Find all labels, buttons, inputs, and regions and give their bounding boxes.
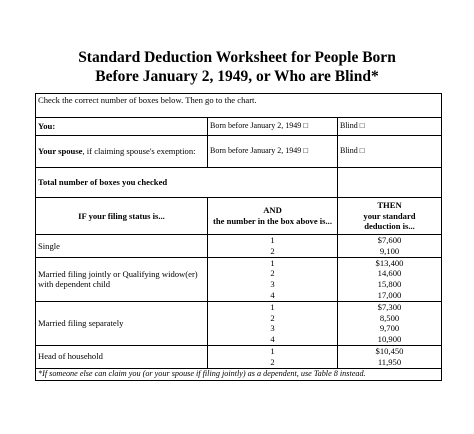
status-label: Head of household bbox=[36, 345, 208, 368]
header-number bbox=[208, 198, 338, 235]
header-deduction-line1: THEN bbox=[377, 200, 402, 211]
deduction-amount: 11,950 bbox=[377, 356, 402, 367]
deduction-amount: 17,000 bbox=[377, 289, 402, 300]
box-number: 1 bbox=[270, 345, 275, 356]
spouse-label-bold: Your spouse bbox=[38, 146, 83, 157]
you-born-before-checkbox[interactable]: Born before January 2, 1949 □ bbox=[208, 118, 338, 136]
box-number: 2 bbox=[270, 312, 275, 323]
worksheet-title-line1: Standard Deduction Worksheet for People Born bbox=[78, 49, 396, 66]
status-label: Married filing jointly or Qualifying widow(er) with dependent child bbox=[36, 257, 208, 301]
deduction-worksheet-table bbox=[35, 93, 442, 381]
deduction-amounts bbox=[338, 257, 442, 301]
footnote: *If someone else can claim you (or your spouse if filing jointly) as a dependent, use Table 8 instead. bbox=[36, 368, 442, 380]
status-row-married-separately bbox=[36, 301, 442, 345]
box-number: 3 bbox=[270, 323, 275, 334]
header-deduction-line3: deduction is... bbox=[364, 221, 415, 232]
box-numbers bbox=[208, 235, 338, 258]
header-number-line1: AND bbox=[263, 205, 282, 216]
box-number: 2 bbox=[270, 356, 275, 367]
deduction-amount: 14,600 bbox=[377, 268, 402, 279]
spouse-blind-checkbox[interactable]: Blind □ bbox=[338, 136, 442, 168]
total-boxes-field[interactable] bbox=[338, 168, 442, 198]
deduction-amount: $7,600 bbox=[377, 235, 402, 245]
deduction-amount: 10,900 bbox=[377, 334, 402, 345]
deduction-amount: $10,450 bbox=[375, 345, 404, 356]
you-blind-checkbox[interactable]: Blind □ bbox=[338, 118, 442, 136]
deduction-amount: 9,700 bbox=[379, 323, 400, 334]
box-number: 4 bbox=[270, 289, 275, 300]
box-number: 3 bbox=[270, 279, 275, 290]
worksheet-title-line2: Before January 2, 1949, or Who are Blind* bbox=[95, 68, 379, 85]
box-numbers bbox=[208, 301, 338, 345]
box-numbers bbox=[208, 345, 338, 368]
total-boxes-label: Total number of boxes you checked bbox=[36, 168, 338, 198]
deduction-amount: 8,500 bbox=[379, 312, 400, 323]
box-number: 2 bbox=[270, 245, 275, 256]
deduction-amount: $13,400 bbox=[375, 257, 404, 268]
box-number: 1 bbox=[270, 301, 275, 312]
instruction-text: Check the correct number of boxes below. Then go to the chart. bbox=[36, 94, 442, 118]
header-deduction-line2: your standard bbox=[363, 210, 416, 221]
spouse-born-before-checkbox[interactable]: Born before January 2, 1949 □ bbox=[208, 136, 338, 168]
deduction-amount: 9,100 bbox=[379, 245, 400, 256]
status-label: Married filing separately bbox=[36, 301, 208, 345]
box-number: 1 bbox=[270, 235, 275, 245]
spouse-label-rest: , if claiming spouse's exemption: bbox=[82, 146, 196, 157]
header-deduction bbox=[338, 198, 442, 235]
deduction-amount: 15,800 bbox=[377, 279, 402, 290]
status-label: Single bbox=[36, 235, 208, 258]
box-number: 2 bbox=[270, 268, 275, 279]
box-numbers bbox=[208, 257, 338, 301]
box-number: 4 bbox=[270, 334, 275, 345]
you-label: You: bbox=[36, 118, 208, 136]
box-number: 1 bbox=[270, 257, 275, 268]
header-filing-status: IF your filing status is... bbox=[36, 198, 208, 235]
status-row-head-of-household bbox=[36, 345, 442, 368]
status-row-married-jointly bbox=[36, 257, 442, 301]
deduction-amounts bbox=[338, 301, 442, 345]
header-number-line2: the number in the box above is... bbox=[213, 216, 332, 226]
status-row-single bbox=[36, 235, 442, 258]
spouse-label bbox=[36, 136, 208, 168]
deduction-amounts bbox=[338, 345, 442, 368]
deduction-amount: $7,300 bbox=[377, 301, 402, 312]
deduction-amounts bbox=[338, 235, 442, 258]
